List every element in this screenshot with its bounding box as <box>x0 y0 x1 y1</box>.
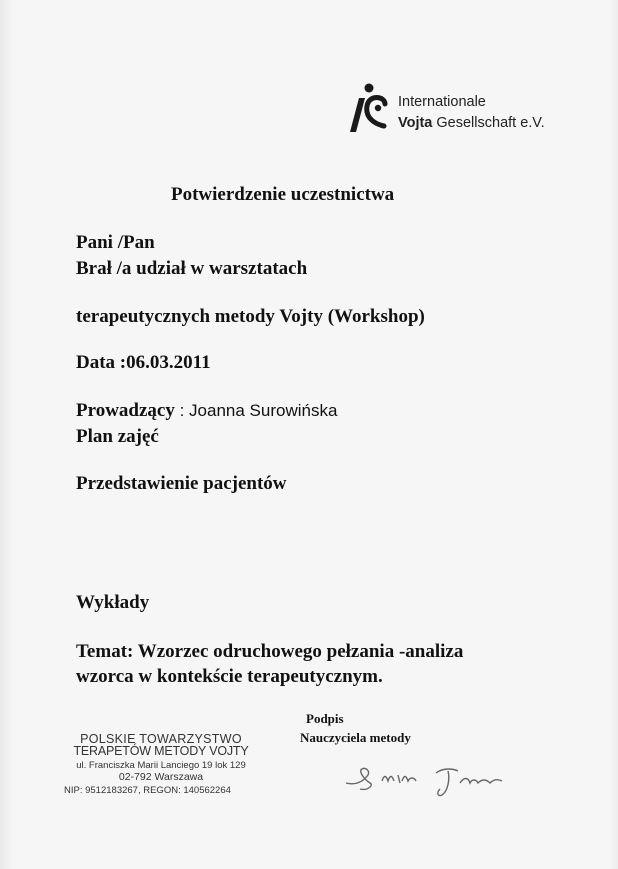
line-participation: Brał /a udział w warsztatach <box>76 258 308 279</box>
line-topic-2: wzorca w kontekście terapeutycznym. <box>76 666 383 687</box>
document-title: Potwierdzenie uczestnictwa <box>171 184 395 205</box>
instructor-name: : Joanna Surowińska <box>179 401 338 420</box>
stamp-line4: 02-792 Warszawa <box>118 771 204 783</box>
line-workshop: terapeutycznych metody Vojty (Workshop) <box>76 306 425 327</box>
handwritten-signature <box>340 745 560 805</box>
logo-text-line1: Internationale <box>398 94 486 110</box>
vojta-logo-icon <box>347 82 395 134</box>
logo-vojta-word: Vojta <box>398 115 433 131</box>
organization-stamp <box>66 732 256 796</box>
signature-label-1: Podpis <box>306 711 344 726</box>
stamp-line1: POLSKIE TOWARZYSTWO <box>80 732 242 746</box>
stamp-line5: NIP: 9512183267, REGON: 140562264 <box>64 785 231 796</box>
line-date: Data :06.03.2011 <box>76 352 211 373</box>
stamp-line3: ul. Franciszka Marii Lanciego 19 lok 129 <box>76 760 246 771</box>
logo-text-line2 <box>398 115 545 131</box>
line-pani-pan: Pani /Pan <box>76 232 155 253</box>
scan-edge-right <box>608 0 618 869</box>
line-plan: Plan zajęć <box>76 426 159 447</box>
stamp-line2: TERAPETÓW METODY VOJTY <box>73 744 249 758</box>
signature-label-2: Nauczyciela metody <box>300 730 411 745</box>
line-topic-1: Temat: Wzorzec odruchowego pełzania -analiza <box>76 641 464 662</box>
vojta-society-logo <box>347 82 577 138</box>
line-instructor <box>76 400 337 422</box>
logo-society-words: Gesellschaft e.V. <box>432 115 545 131</box>
line-lectures: Wykłady <box>76 592 150 613</box>
line-patients: Przedstawienie pacjentów <box>76 473 287 494</box>
instructor-label: Prowadzący <box>76 400 175 421</box>
scan-edge-left <box>0 0 14 869</box>
